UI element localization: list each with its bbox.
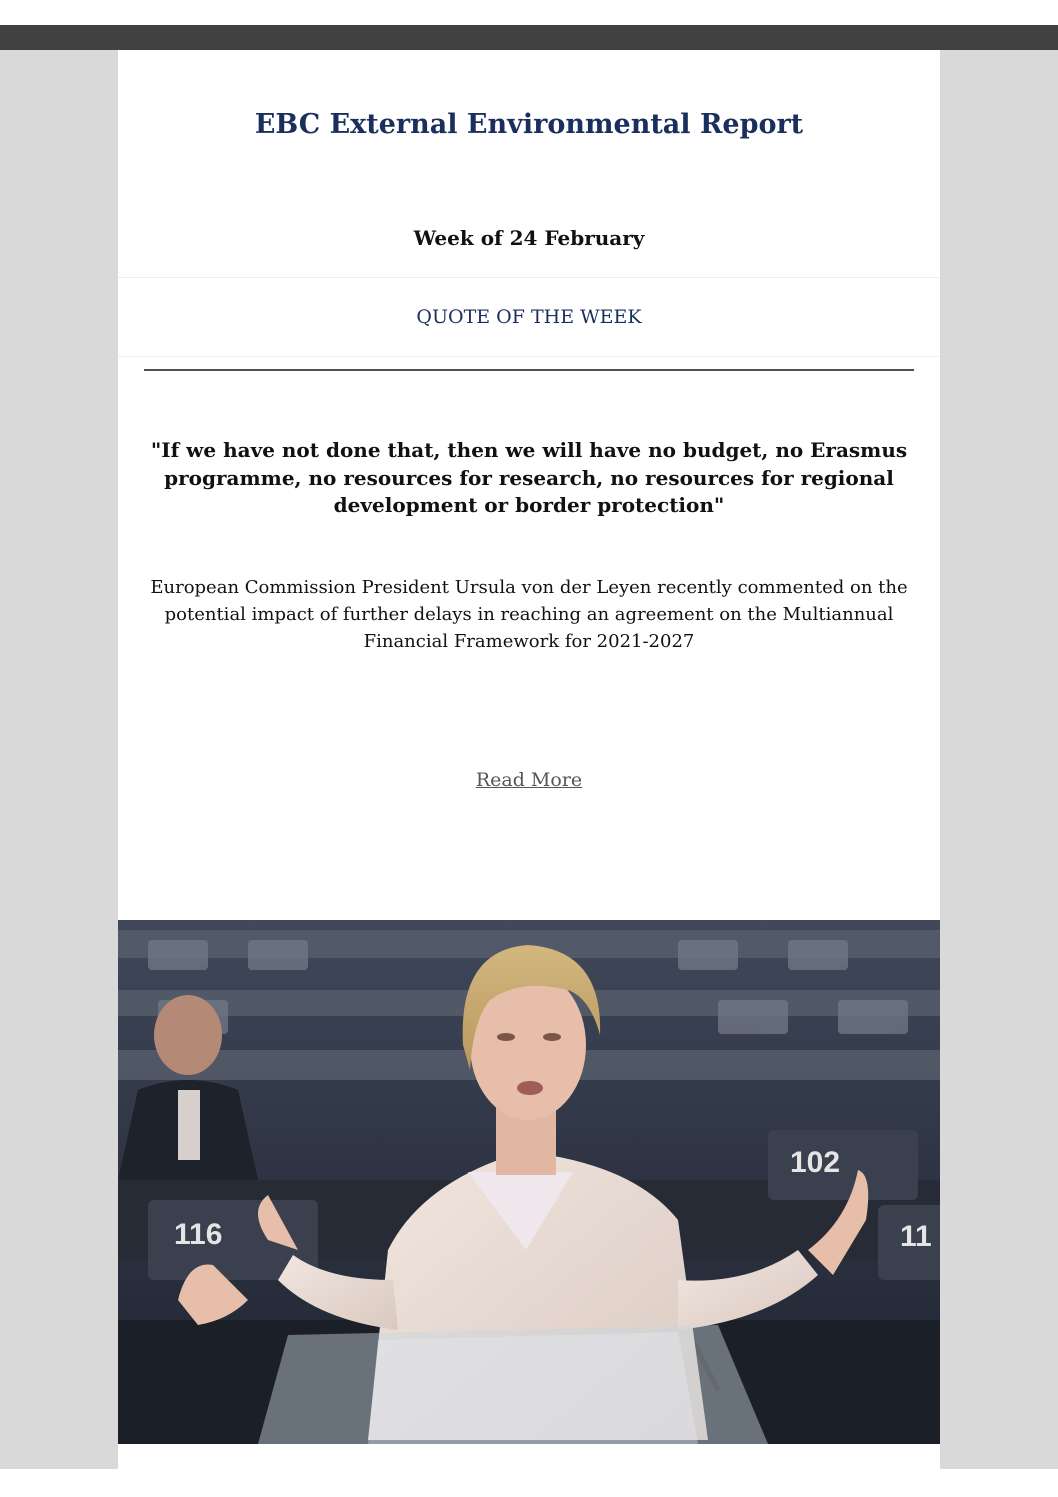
quote-context: European Commission President Ursula von der Leyen recently commented on the potential impact of further delays in reaching an agreement on the Multiannual Financial Framework for 2021-2027 [150, 577, 908, 652]
seat-number-left: 116 [174, 1218, 223, 1251]
report-title: EBC External Environmental Report [254, 109, 804, 140]
week-label: Week of 24 February [413, 226, 645, 250]
top-bar [0, 25, 1058, 50]
read-more-link[interactable]: Read More [475, 769, 583, 791]
quote-text: "If we have not done that, then we will have no budget, no Erasmus programme, no resources for research, no resources for regional development or border protection" [150, 438, 908, 517]
read-more-container [0, 765, 1058, 795]
section-band-bottom-border [118, 356, 940, 357]
section-band-top-border [118, 277, 940, 278]
seat-number-edge: 11 [900, 1220, 932, 1253]
section-divider [144, 369, 914, 371]
section-heading: QUOTE OF THE WEEK [416, 306, 642, 328]
seat-number-right: 102 [790, 1146, 841, 1179]
speaker-photo [118, 920, 940, 1444]
